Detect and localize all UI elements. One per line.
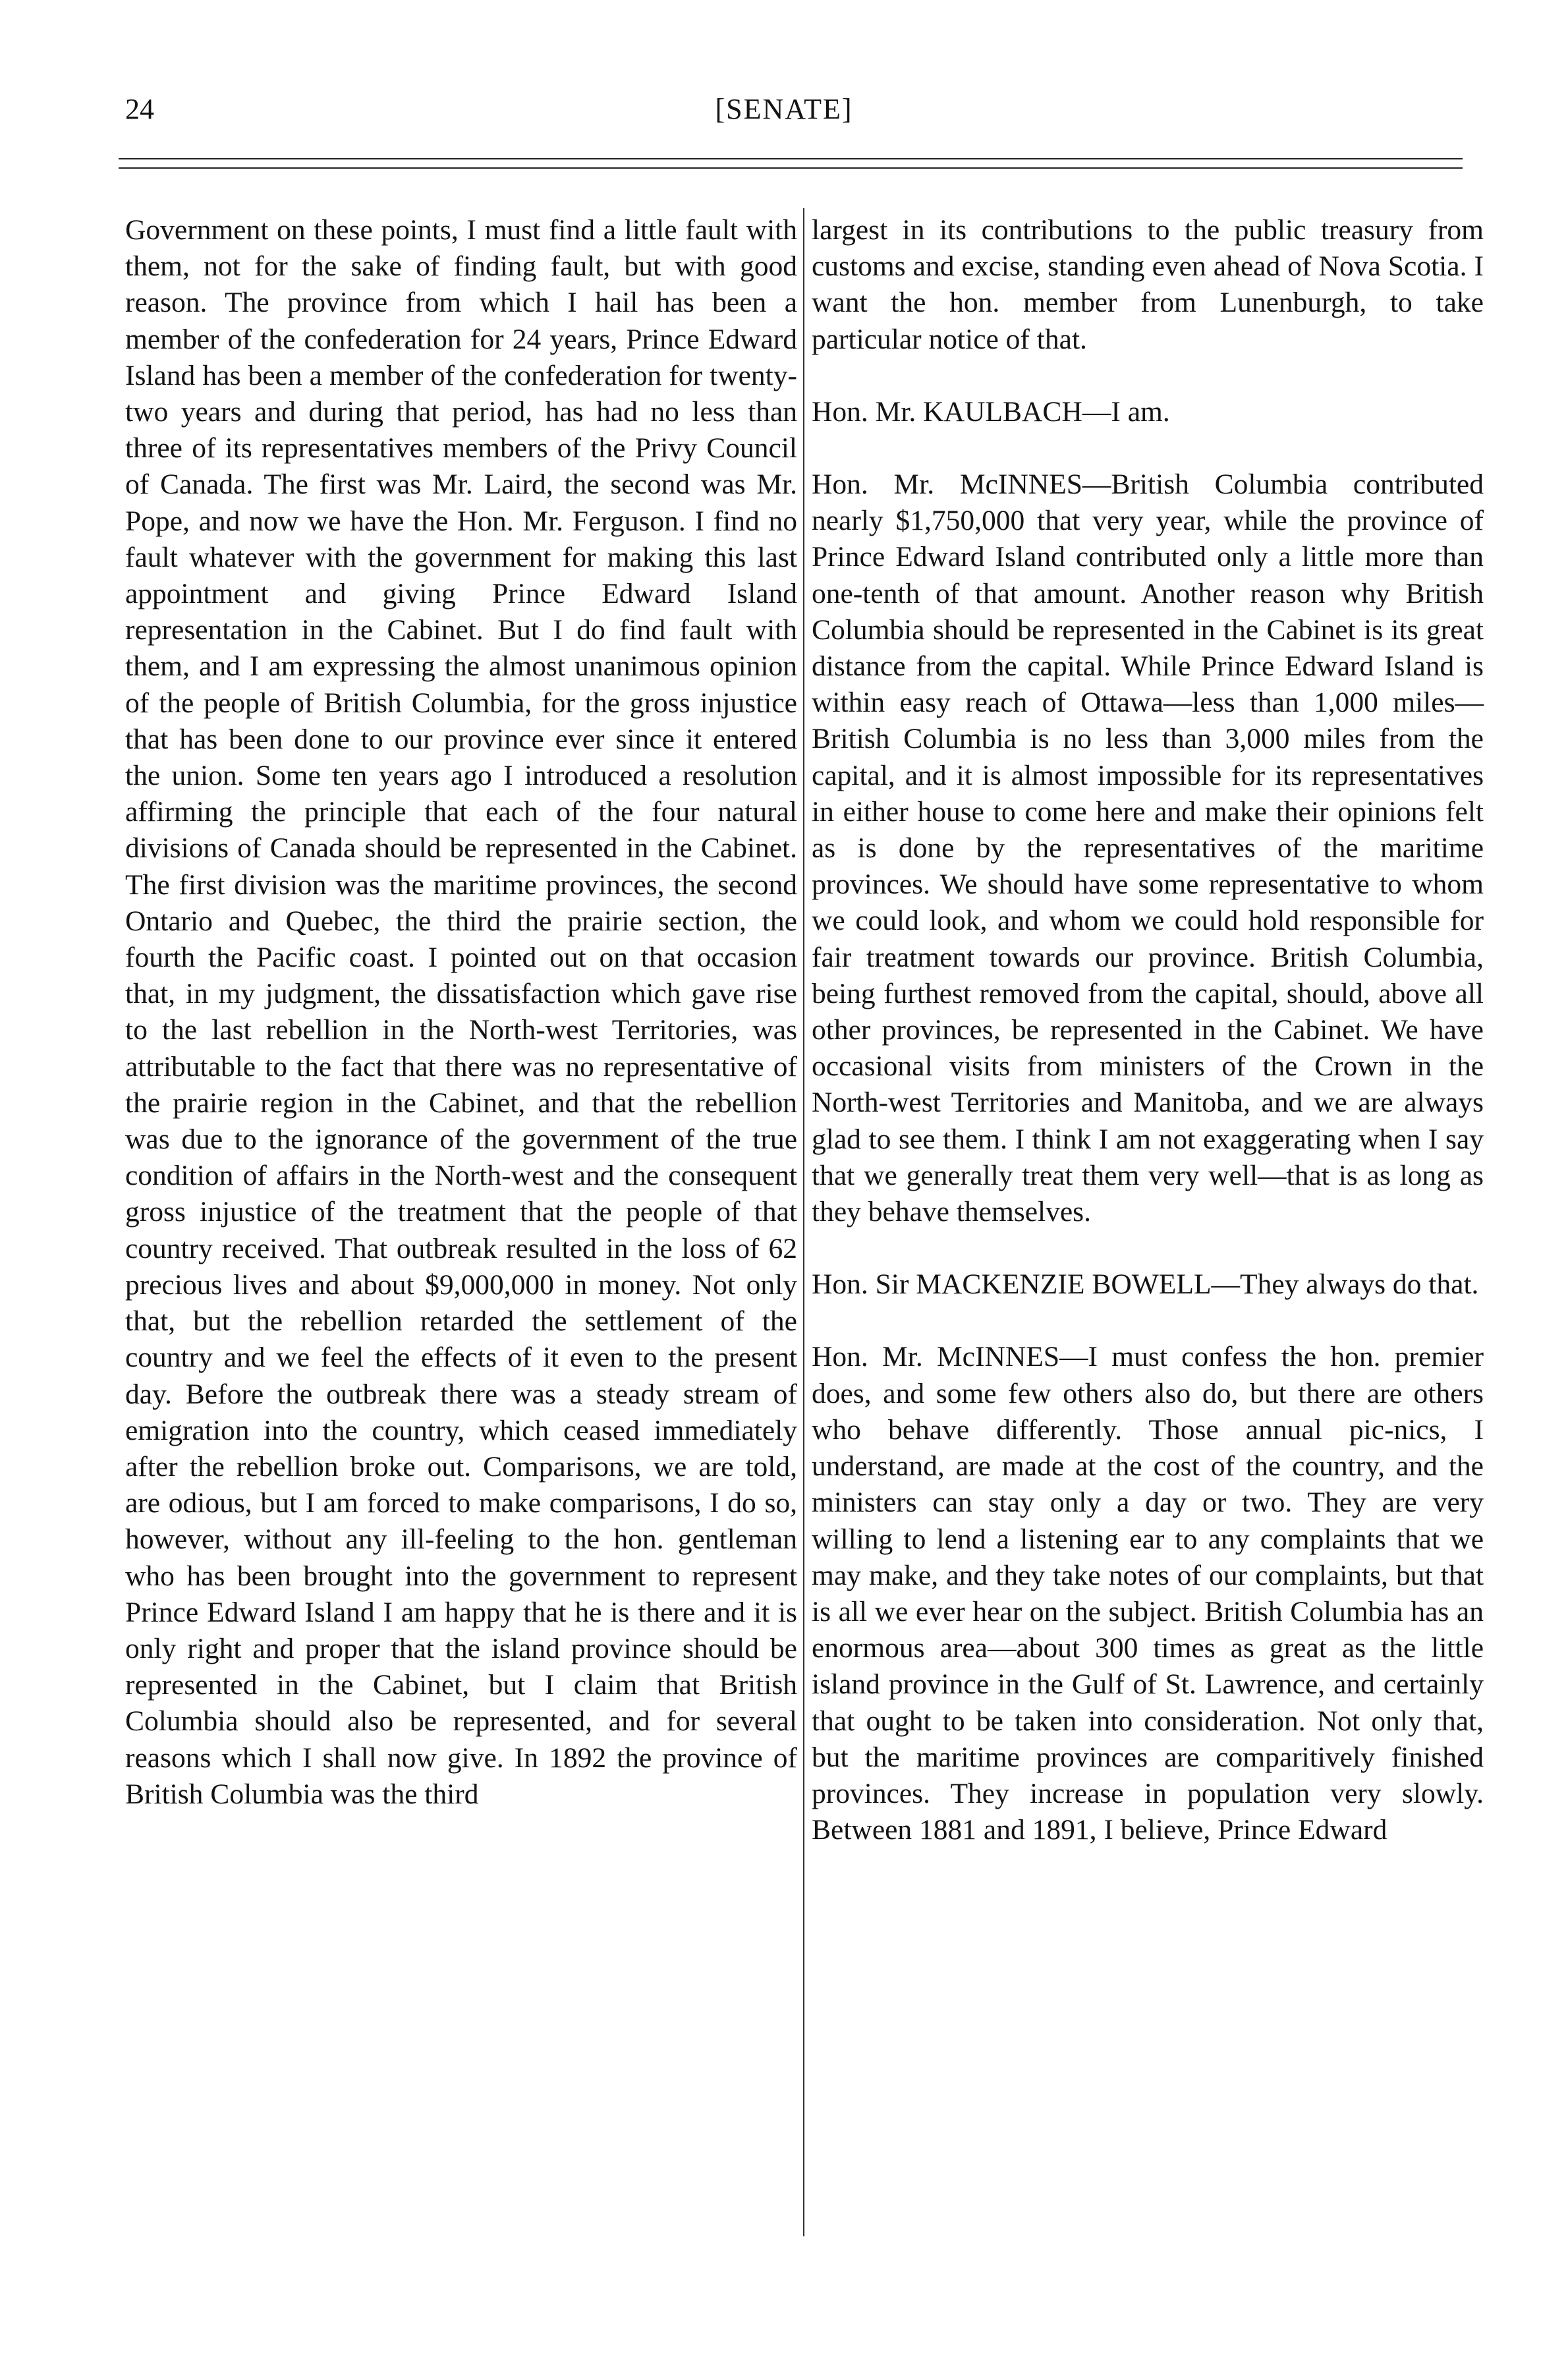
left-paragraph-1: Government on these points, I must find a little fault with them, not for the sake of finding fault, but with good reason. The province from which I hail has been a member of the confederation for 24 years, Prince Edward Island has been a member of the confederation for twenty-two years and during that period, has had no less than three of its representatives members of the Privy Council of Canada. The first was Mr. Laird, the second was Mr. Pope, and now we have the Hon. Mr. Ferguson. I find no fault whatever with the government for making this last appointment and giving Prince Edward Island representation in the Cabinet. But I do find fault with them, and I am expressing the almost unanimous opinion of the people of British Columbia, for the gross injustice that has been done to our province ever since it entered the union. Some ten years ago I introduced a resolution affirming the principle that each of the four natural divisions of Canada should be represented in the Cabinet. The first division was the maritime provinces, the second Ontario and Quebec, the third the prairie section, the fourth the Pacific coast. I pointed out on that occasion that, in my judgment, the dissatisfaction which gave rise to the last rebellion in the North-west Territories, was attributable to the fact that there was no representative of the prairie region in the Cabinet, and that the rebellion was due to the ignorance of the government of the true condition of affairs in the North-west and the consequent gross injustice of the treatment that the people of that country received. That outbreak resulted in the loss of 62 precious lives and about $9,000,000 in money. Not only that, but the rebellion retarded the settlement of the country and we feel the effects of it even to the present day. Before the outbreak there was a steady stream of emigration into the country, which ceased immediately after the rebellion broke out. Comparisons, we are told, are odious, but I am forced to make comparisons, I do so, however, without any ill-feeling to the hon. gentleman who has been brought into the government to represent Prince Edward Island I am happy that he is there and it is only right and proper that the island province should be represented in the Cabinet, but I claim that British Columbia should also be represented, and for several reasons which I shall now give. In 1892 the province of British Columbia was the third	[125, 214, 797, 1810]
kaulbach-remark: Hon. Mr. KAULBACH—I am.	[812, 395, 1170, 428]
header-rule-bottom	[119, 167, 1463, 169]
right-column	[812, 212, 1484, 1848]
left-column	[125, 212, 797, 1813]
column-divider	[803, 208, 804, 2236]
mcinnes-speech-1: Hon. Mr. McINNES—British Columbia contributed nearly $1,750,000 that very year, while the province of Prince Edward Island contributed only a little more than one-tenth of that amount. Another reason why British Columbia should be represented in the Cabinet is its great distance from the capital. While Prince Edward Island is within easy reach of Ottawa—less than 1,000 miles—British Columbia is no less than 3,000 miles from the capital, and it is almost impossible for its representatives in either house to come here and make their opinions felt as is done by the representatives of the maritime provinces. We should have some representative to whom we could look, and whom we could hold responsible for fair treatment towards our province. British Columbia, being furthest removed from the capital, should, above all other provinces, be represented in the Cabinet. We have occasional visits from ministers of the Crown in the North-west Territories and Manitoba, and we are always glad to see them. I think I am not exaggerating when I say that we generally treat them very well—that is as long as they behave themselves.	[812, 468, 1484, 1228]
header-rule-top	[119, 158, 1463, 159]
running-head: [SENATE]	[715, 93, 853, 125]
mcinnes-speech-2: Hon. Mr. McINNES—I must confess the hon. premier does, and some few others also do, but there are others who behave differently. Those annual pic-nics, I understand, are made at the cost of the country, and the ministers can stay only a day or two. They are very willing to lend a listening ear to any complaints that we may make, and they take notes of our complaints, but that is all we ever hear on the subject. British Columbia has an enormous area—about 300 times as great as the little island province in the Gulf of St. Lawrence, and certainly that ought to be taken into consideration. Not only that, but the maritime provinces are comparitively finished provinces. They increase in population very slowly. Between 1881 and 1891, I believe, Prince Edward	[812, 1341, 1484, 1846]
page-number: 24	[125, 93, 154, 125]
right-paragraph-1: largest in its contributions to the public treasury from customs and excise, standing even ahead of Nova Scotia. I want the hon. member from Lunenburgh, to take particular notice of that.	[812, 214, 1484, 355]
page-header	[0, 92, 1568, 132]
bowell-remark: Hon. Sir MACKENZIE BOWELL—They always do that.	[812, 1268, 1479, 1301]
